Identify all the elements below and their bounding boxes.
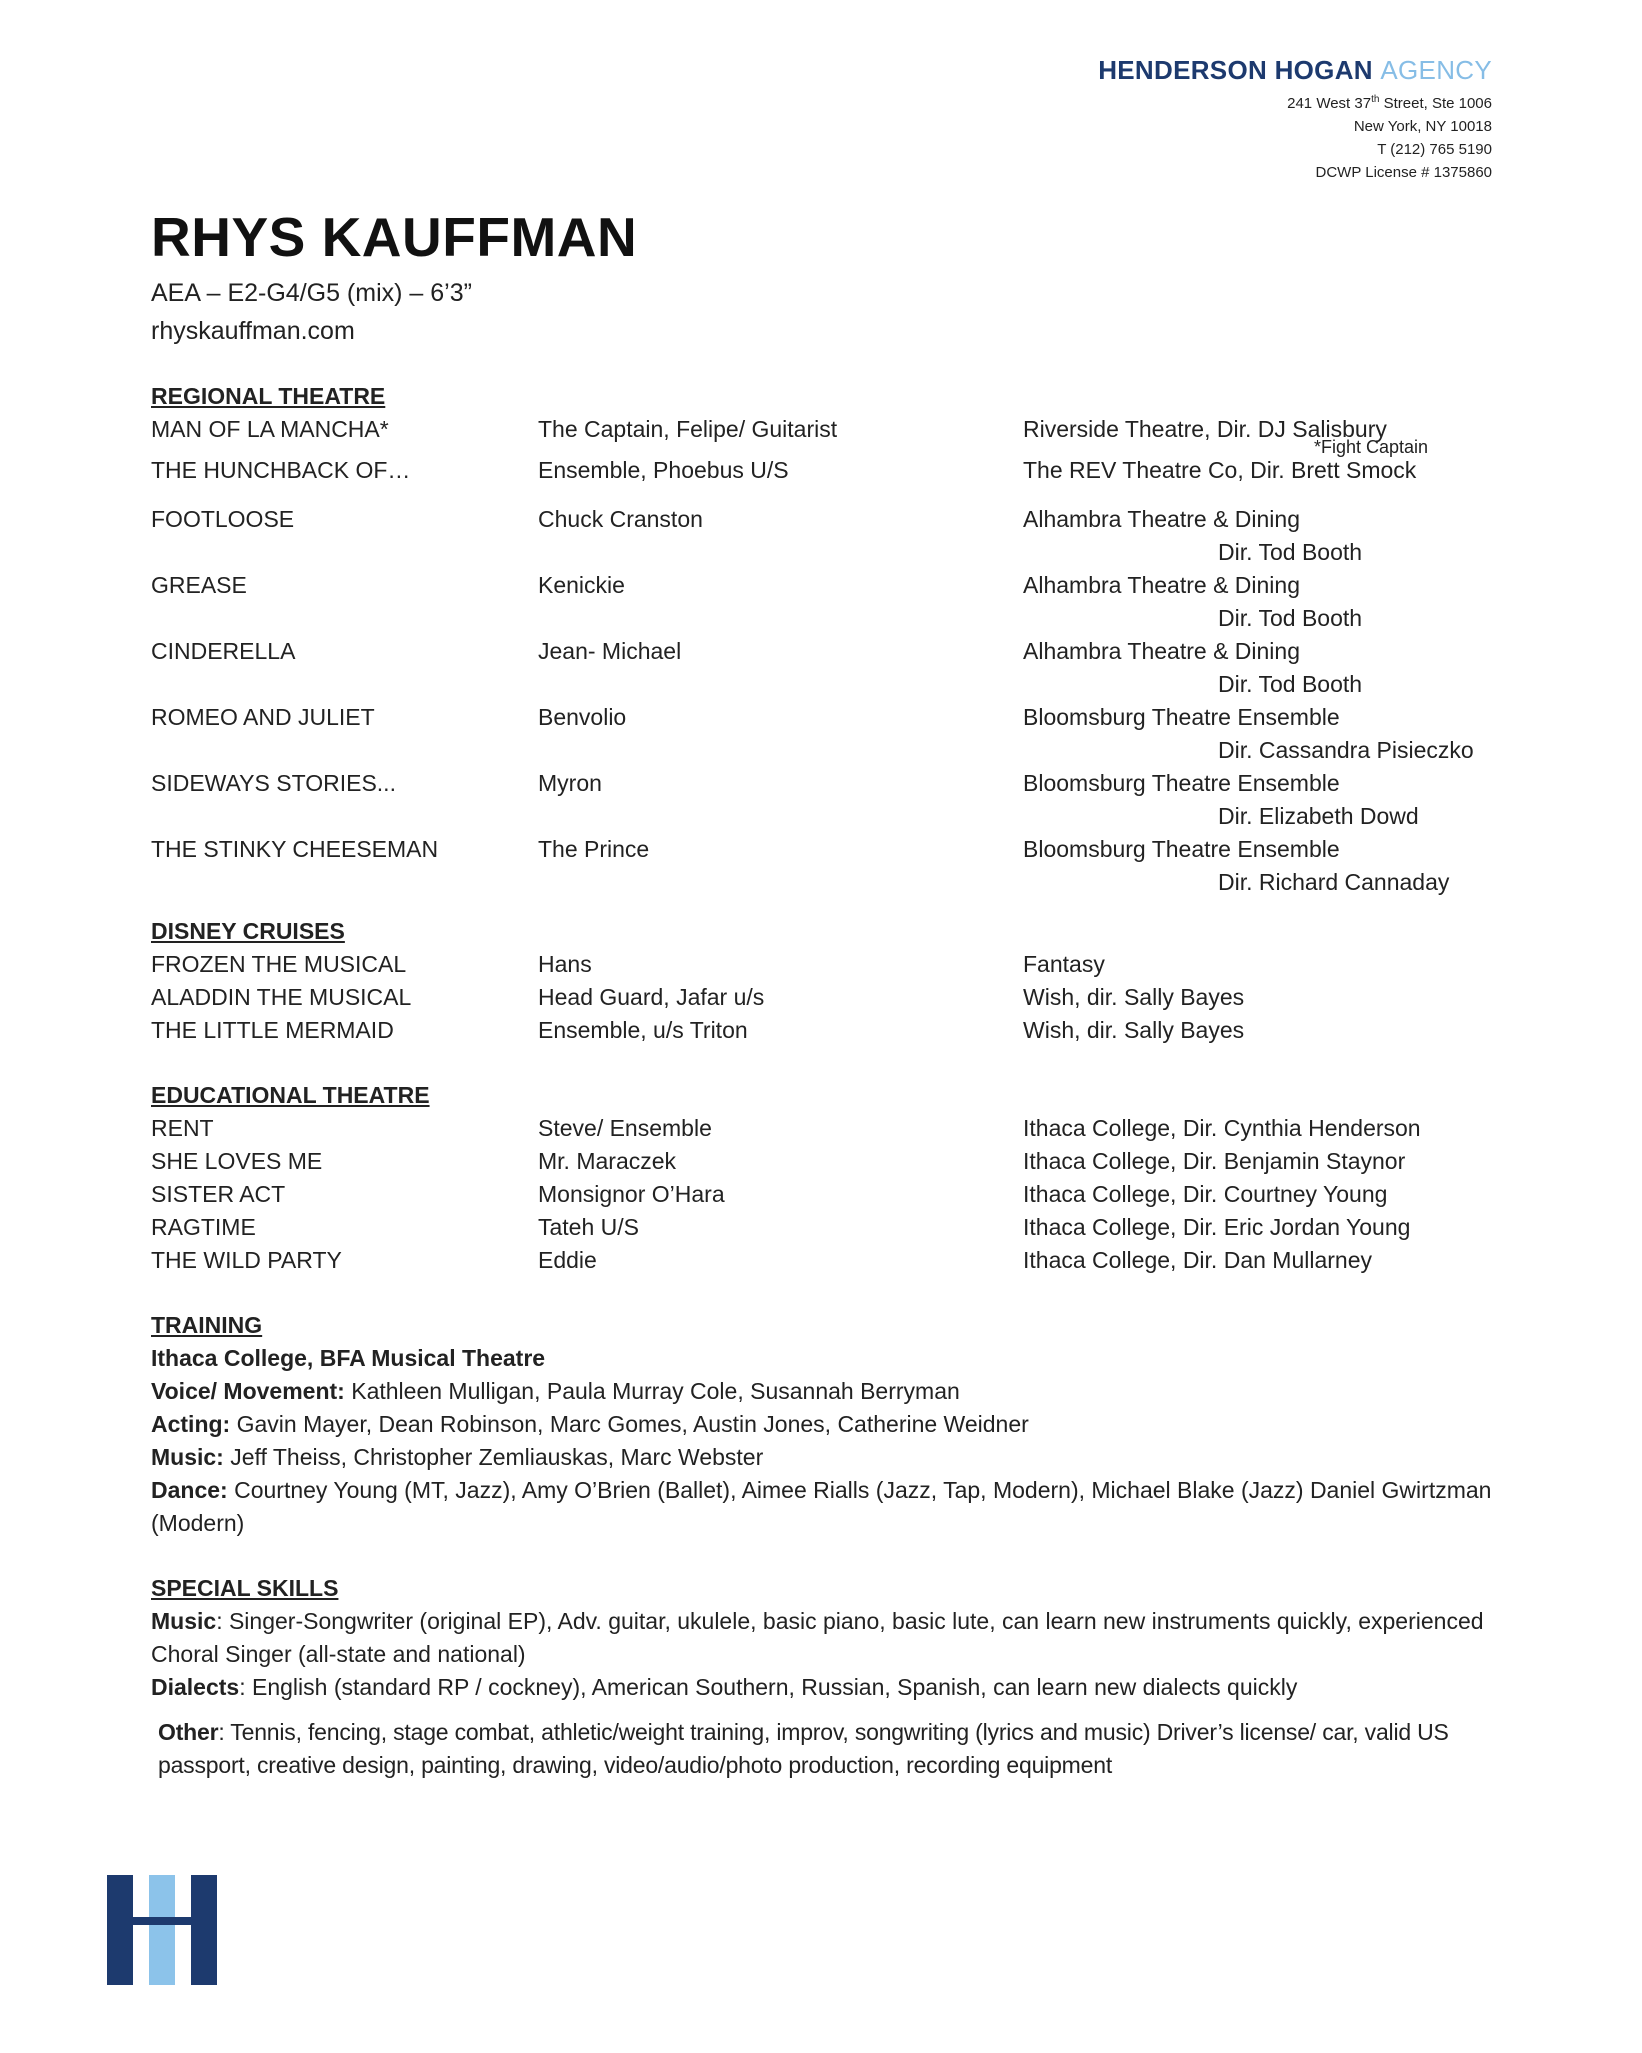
agency-city: New York, NY 10018 bbox=[1353, 118, 1492, 135]
skills-other: Other: Tennis, fencing, stage combat, athletic/weight training, improv, songwriting (lyrics and music) Driver’s license/ car, valid US passport, creative design, painting, drawing, video/audio/photo production, recording equipment bbox=[158, 1719, 1449, 1778]
section-heading: SPECIAL SKILLS bbox=[151, 1575, 339, 1601]
section-heading: REGIONAL THEATRE bbox=[151, 383, 386, 409]
performer-name: RHYS KAUFFMAN bbox=[151, 206, 638, 268]
credit-row: FROZEN THE MUSICAL Hans Fantasy bbox=[151, 951, 1105, 977]
section-heading: TRAINING bbox=[151, 1312, 263, 1338]
credit-row: SIDEWAYS STORIES... Myron Bloomsburg Theatre Ensemble Dir. Elizabeth Dowd bbox=[151, 770, 1419, 829]
training-voice: Voice/ Movement: Kathleen Mulligan, Paula Murray Cole, Susannah Berryman bbox=[151, 1378, 960, 1404]
credit-row: MAN OF LA MANCHA* The Captain, Felipe/ Guitarist Riverside Theatre, Dir. DJ Salisbury *Fight Captain bbox=[151, 416, 1429, 457]
regional-theatre-section bbox=[151, 380, 1522, 899]
performer-stats: AEA – E2-G4/G5 (mix) – 6’3” bbox=[151, 279, 472, 307]
henderson-hogan-logo-icon bbox=[107, 1875, 217, 1985]
training-acting: Acting: Gavin Mayer, Dean Robinson, Marc Gomes, Austin Jones, Catherine Weidner bbox=[151, 1411, 1029, 1437]
performer-info bbox=[151, 274, 472, 350]
training-school: Ithaca College, BFA Musical Theatre bbox=[151, 1345, 546, 1371]
credit-row: SISTER ACT Monsignor O’Hara Ithaca College, Dir. Courtney Young bbox=[151, 1181, 1388, 1207]
disney-cruises-section bbox=[151, 915, 1522, 1047]
performer-website[interactable]: rhyskauffman.com bbox=[151, 317, 355, 345]
training-section bbox=[151, 1309, 1522, 1540]
credit-row: THE LITTLE MERMAID Ensemble, u/s Triton Wish, dir. Sally Bayes bbox=[151, 1017, 1245, 1043]
credit-row: ROMEO AND JULIET Benvolio Bloomsburg Theatre Ensemble Dir. Cassandra Pisieczko bbox=[151, 704, 1474, 763]
credit-row: THE WILD PARTY Eddie Ithaca College, Dir. Dan Mullarney bbox=[151, 1247, 1372, 1273]
credit-row: GREASE Kenickie Alhambra Theatre & Dining Dir. Tod Booth bbox=[151, 572, 1363, 631]
training-music: Music: Jeff Theiss, Christopher Zemliauskas, Marc Webster bbox=[151, 1444, 764, 1470]
section-heading: DISNEY CRUISES bbox=[151, 918, 345, 944]
skills-dialects: Dialects: English (standard RP / cockney), American Southern, Russian, Spanish, can learn new dialects quickly bbox=[151, 1674, 1298, 1700]
special-skills-section bbox=[151, 1572, 1522, 1782]
agency-address: 241 West 37th Street, Ste 1006 bbox=[1287, 94, 1492, 112]
credit-row: RENT Steve/ Ensemble Ithaca College, Dir. Cynthia Henderson bbox=[151, 1115, 1421, 1141]
educational-theatre-section bbox=[151, 1079, 1522, 1277]
agency-header bbox=[932, 52, 1492, 184]
credit-row: FOOTLOOSE Chuck Cranston Alhambra Theatre & Dining Dir. Tod Booth bbox=[151, 506, 1363, 565]
training-dance: Dance: Courtney Young (MT, Jazz), Amy O’Brien (Ballet), Aimee Rialls (Jazz, Tap, Modern), Michael Blake (Jazz) Daniel Gwirtzman (Modern) bbox=[151, 1477, 1492, 1536]
credit-row: SHE LOVES ME Mr. Maraczek Ithaca College, Dir. Benjamin Staynor bbox=[151, 1148, 1406, 1174]
credit-row: THE HUNCHBACK OF… Ensemble, Phoebus U/S The REV Theatre Co, Dir. Brett Smock bbox=[151, 457, 1417, 483]
credit-row: ALADDIN THE MUSICAL Head Guard, Jafar u/s Wish, dir. Sally Bayes bbox=[151, 984, 1245, 1010]
agency-phone: T (212) 765 5190 bbox=[1377, 141, 1492, 158]
fight-captain-note: *Fight Captain bbox=[1314, 437, 1429, 457]
credit-row: THE STINKY CHEESEMAN The Prince Bloomsburg Theatre Ensemble Dir. Richard Cannaday bbox=[151, 836, 1450, 895]
credit-row: CINDERELLA Jean- Michael Alhambra Theatre & Dining Dir. Tod Booth bbox=[151, 638, 1363, 697]
section-heading: EDUCATIONAL THEATRE bbox=[151, 1082, 430, 1108]
skills-music: Music: Singer-Songwriter (original EP), Adv. guitar, ukulele, basic piano, basic lute, can learn new instruments quickly, experienced Choral Singer (all-state and national) bbox=[151, 1608, 1484, 1667]
agency-license: DCWP License # 1375860 bbox=[1315, 164, 1492, 181]
agency-name: HENDERSON HOGAN AGENCY bbox=[1098, 55, 1492, 85]
credit-row: RAGTIME Tateh U/S Ithaca College, Dir. Eric Jordan Young bbox=[151, 1214, 1411, 1240]
